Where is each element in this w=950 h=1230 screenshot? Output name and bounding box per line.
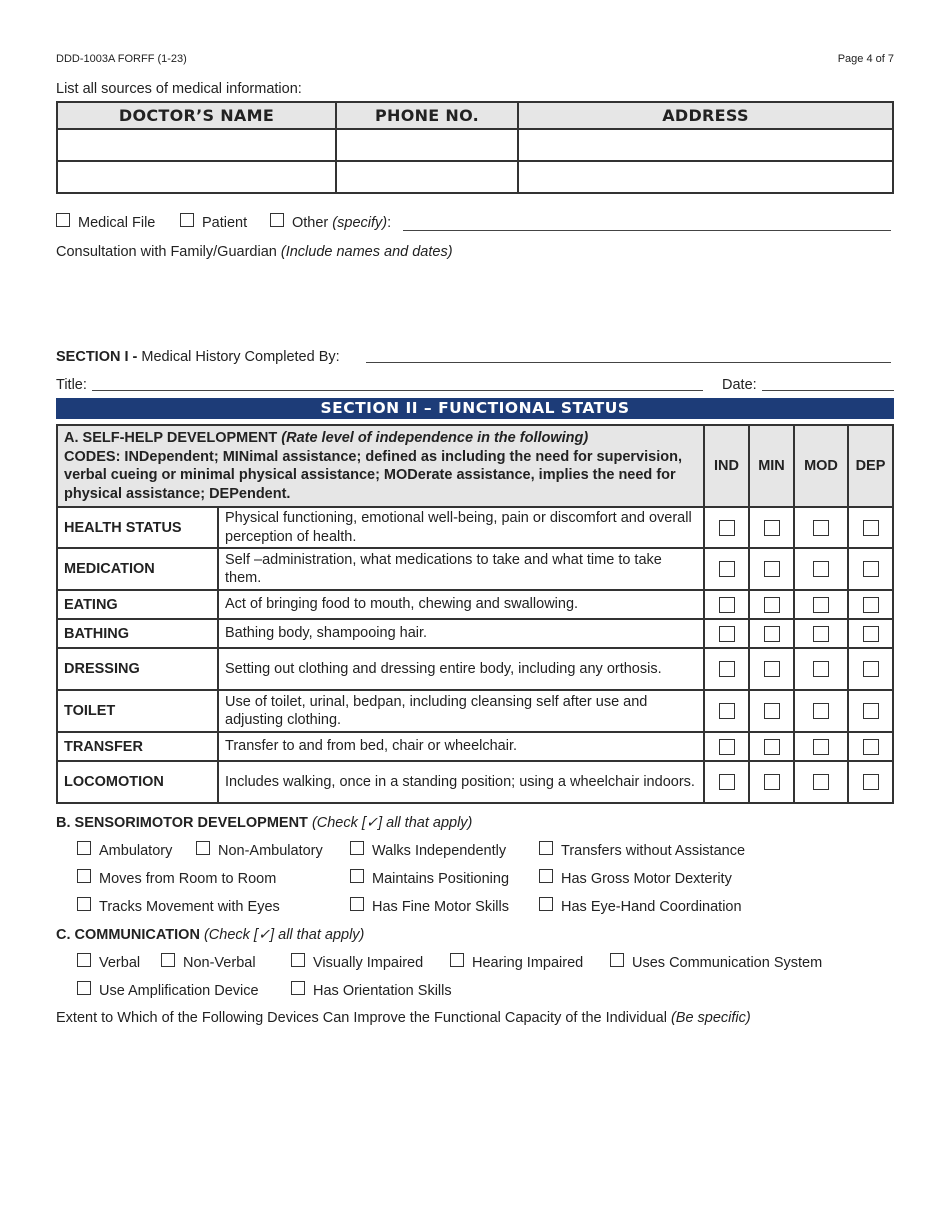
checkbox-mod[interactable] [813, 661, 829, 677]
checkbox[interactable] [610, 953, 624, 967]
functional-status-table [56, 424, 894, 804]
checkbox-dep[interactable] [863, 561, 879, 577]
checkbox-dep[interactable] [863, 626, 879, 642]
doctor-table [56, 101, 894, 194]
checkbox-min[interactable] [764, 774, 780, 790]
checkbox-mod[interactable] [813, 739, 829, 755]
checkbox-min[interactable] [764, 739, 780, 755]
row-toilet: TOILET Use of toilet, urinal, bedpan, including cleansing self after use and adjusting clothing. [57, 690, 893, 732]
checkbox-ind[interactable] [719, 661, 735, 677]
form-id: DDD-1003A FORFF (1-23) [56, 53, 187, 65]
row-bathing: BATHING Bathing body, shampooing hair. [57, 619, 893, 648]
checkbox[interactable] [291, 981, 305, 995]
column-dep: DEP [848, 425, 893, 507]
checkbox[interactable] [270, 213, 284, 227]
checkbox-mod[interactable] [813, 561, 829, 577]
checkbox-min[interactable] [764, 520, 780, 536]
column-ind: IND [704, 425, 749, 507]
checkbox[interactable] [77, 897, 91, 911]
sensorimotor-item[interactable]: Has Eye-Hand Coordination [539, 899, 742, 915]
address-field[interactable] [518, 129, 893, 161]
checkbox-dep[interactable] [863, 661, 879, 677]
checkbox[interactable] [539, 869, 553, 883]
row-medication: MEDICATION Self –administration, what medications to take and what time to take them. [57, 548, 893, 590]
other-specify-line[interactable] [403, 230, 891, 231]
checkbox-mod[interactable] [813, 774, 829, 790]
checkbox-ind[interactable] [719, 703, 735, 719]
checkbox-min[interactable] [764, 597, 780, 613]
communication-item[interactable]: Uses Communication System [610, 955, 822, 971]
sensorimotor-item[interactable]: Has Gross Motor Dexterity [539, 871, 732, 887]
sensorimotor-item[interactable]: Maintains Positioning [350, 871, 509, 887]
checkbox[interactable] [77, 869, 91, 883]
sensorimotor-item[interactable]: Non-Ambulatory [196, 843, 323, 859]
completed-by-line[interactable] [366, 362, 891, 363]
checkbox-ind[interactable] [719, 520, 735, 536]
checkbox-mod[interactable] [813, 703, 829, 719]
checkbox[interactable] [56, 213, 70, 227]
sources-prompt: List all sources of medical information: [56, 81, 302, 97]
checkbox-mod[interactable] [813, 520, 829, 536]
checkbox[interactable] [180, 213, 194, 227]
sensorimotor-item[interactable]: Ambulatory [77, 843, 172, 859]
communication-item[interactable]: Verbal [77, 955, 140, 971]
table-row [57, 161, 893, 193]
checkbox[interactable] [291, 953, 305, 967]
column-doctor-name: DOCTOR’S NAME [57, 102, 336, 129]
row-health-status: HEALTH STATUS Physical functioning, emotional well-being, pain or discomfort and overall perception of health. [57, 507, 893, 548]
date-label: Date: [722, 377, 757, 393]
phone-field[interactable] [336, 161, 518, 193]
column-phone: PHONE NO. [336, 102, 518, 129]
row-dressing: DRESSING Setting out clothing and dressing entire body, including any orthosis. [57, 648, 893, 690]
communication-item[interactable]: Hearing Impaired [450, 955, 583, 971]
title-label: Title: [56, 377, 87, 393]
checkbox-min[interactable] [764, 626, 780, 642]
communication-item[interactable]: Visually Impaired [291, 955, 423, 971]
checkbox-ind[interactable] [719, 774, 735, 790]
checkbox[interactable] [350, 897, 364, 911]
date-line[interactable] [762, 390, 894, 391]
doctor-table-header [57, 102, 893, 129]
table-row [57, 129, 893, 161]
column-mod: MOD [794, 425, 848, 507]
doctor-name-field[interactable] [57, 129, 336, 161]
title-line[interactable] [92, 390, 703, 391]
column-min: MIN [749, 425, 794, 507]
checkbox-ind[interactable] [719, 739, 735, 755]
checkbox[interactable] [77, 841, 91, 855]
sensorimotor-title: B. SENSORIMOTOR DEVELOPMENT (Check [✓] all that apply) [56, 815, 473, 831]
checkbox-min[interactable] [764, 661, 780, 677]
consultation-label: Consultation with Family/Guardian (Include names and dates) [56, 244, 453, 260]
checkbox[interactable] [350, 869, 364, 883]
checkbox[interactable] [77, 981, 91, 995]
communication-item[interactable]: Has Orientation Skills [291, 983, 452, 999]
page-number: Page 4 of 7 [837, 53, 894, 65]
checkbox-dep[interactable] [863, 520, 879, 536]
sensorimotor-item[interactable]: Has Fine Motor Skills [350, 899, 509, 915]
checkbox[interactable] [77, 953, 91, 967]
checkbox[interactable] [350, 841, 364, 855]
communication-item[interactable]: Non-Verbal [161, 955, 256, 971]
checkbox-dep[interactable] [863, 774, 879, 790]
row-eating: EATING Act of bringing food to mouth, chewing and swallowing. [57, 590, 893, 619]
checkbox-dep[interactable] [863, 703, 879, 719]
checkbox-min[interactable] [764, 561, 780, 577]
checkbox-ind[interactable] [719, 626, 735, 642]
checkbox-min[interactable] [764, 703, 780, 719]
checkbox[interactable] [539, 841, 553, 855]
checkbox-dep[interactable] [863, 597, 879, 613]
checkbox-dep[interactable] [863, 739, 879, 755]
checkbox-mod[interactable] [813, 626, 829, 642]
address-field[interactable] [518, 161, 893, 193]
functional-status-header [57, 425, 893, 507]
option-other[interactable]: Other (specify): [270, 215, 391, 231]
row-transfer: TRANSFER Transfer to and from bed, chair or wheelchair. [57, 732, 893, 761]
section1-completed-by: SECTION I - Medical History Completed By: [56, 349, 340, 365]
phone-field[interactable] [336, 129, 518, 161]
sensorimotor-item[interactable]: Tracks Movement with Eyes [77, 899, 280, 915]
checkbox-mod[interactable] [813, 597, 829, 613]
communication-item[interactable]: Use Amplification Device [77, 983, 259, 999]
section2-title: SECTION II – FUNCTIONAL STATUS [56, 398, 894, 419]
row-locomotion: LOCOMOTION Includes walking, once in a standing position; using a wheelchair indoors. [57, 761, 893, 803]
checkbox[interactable] [450, 953, 464, 967]
doctor-name-field[interactable] [57, 161, 336, 193]
option-patient[interactable]: Patient [180, 215, 247, 231]
checkbox-ind[interactable] [719, 597, 735, 613]
devices-label: Extent to Which of the Following Devices Can Improve the Functional Capacity of the Individual (Be specific) [56, 1010, 751, 1026]
checkbox-ind[interactable] [719, 561, 735, 577]
column-address: ADDRESS [518, 102, 893, 129]
sensorimotor-item[interactable]: Moves from Room to Room [77, 871, 276, 887]
self-help-header: A. SELF-HELP DEVELOPMENT (Rate level of independence in the following) CODES: INDependent; MINimal assistance; defined as including the need for supervision, verbal cueing or minimal physical assistance; MODerate assistance, implies the need for physical assistance; DEPendent. [57, 425, 704, 507]
sensorimotor-item[interactable]: Walks Independently [350, 843, 506, 859]
checkbox[interactable] [196, 841, 210, 855]
communication-title: C. COMMUNICATION (Check [✓] all that apply) [56, 927, 365, 943]
checkbox[interactable] [539, 897, 553, 911]
option-medical-file[interactable]: Medical File [56, 215, 155, 231]
checkbox[interactable] [161, 953, 175, 967]
sensorimotor-item[interactable]: Transfers without Assistance [539, 843, 745, 859]
